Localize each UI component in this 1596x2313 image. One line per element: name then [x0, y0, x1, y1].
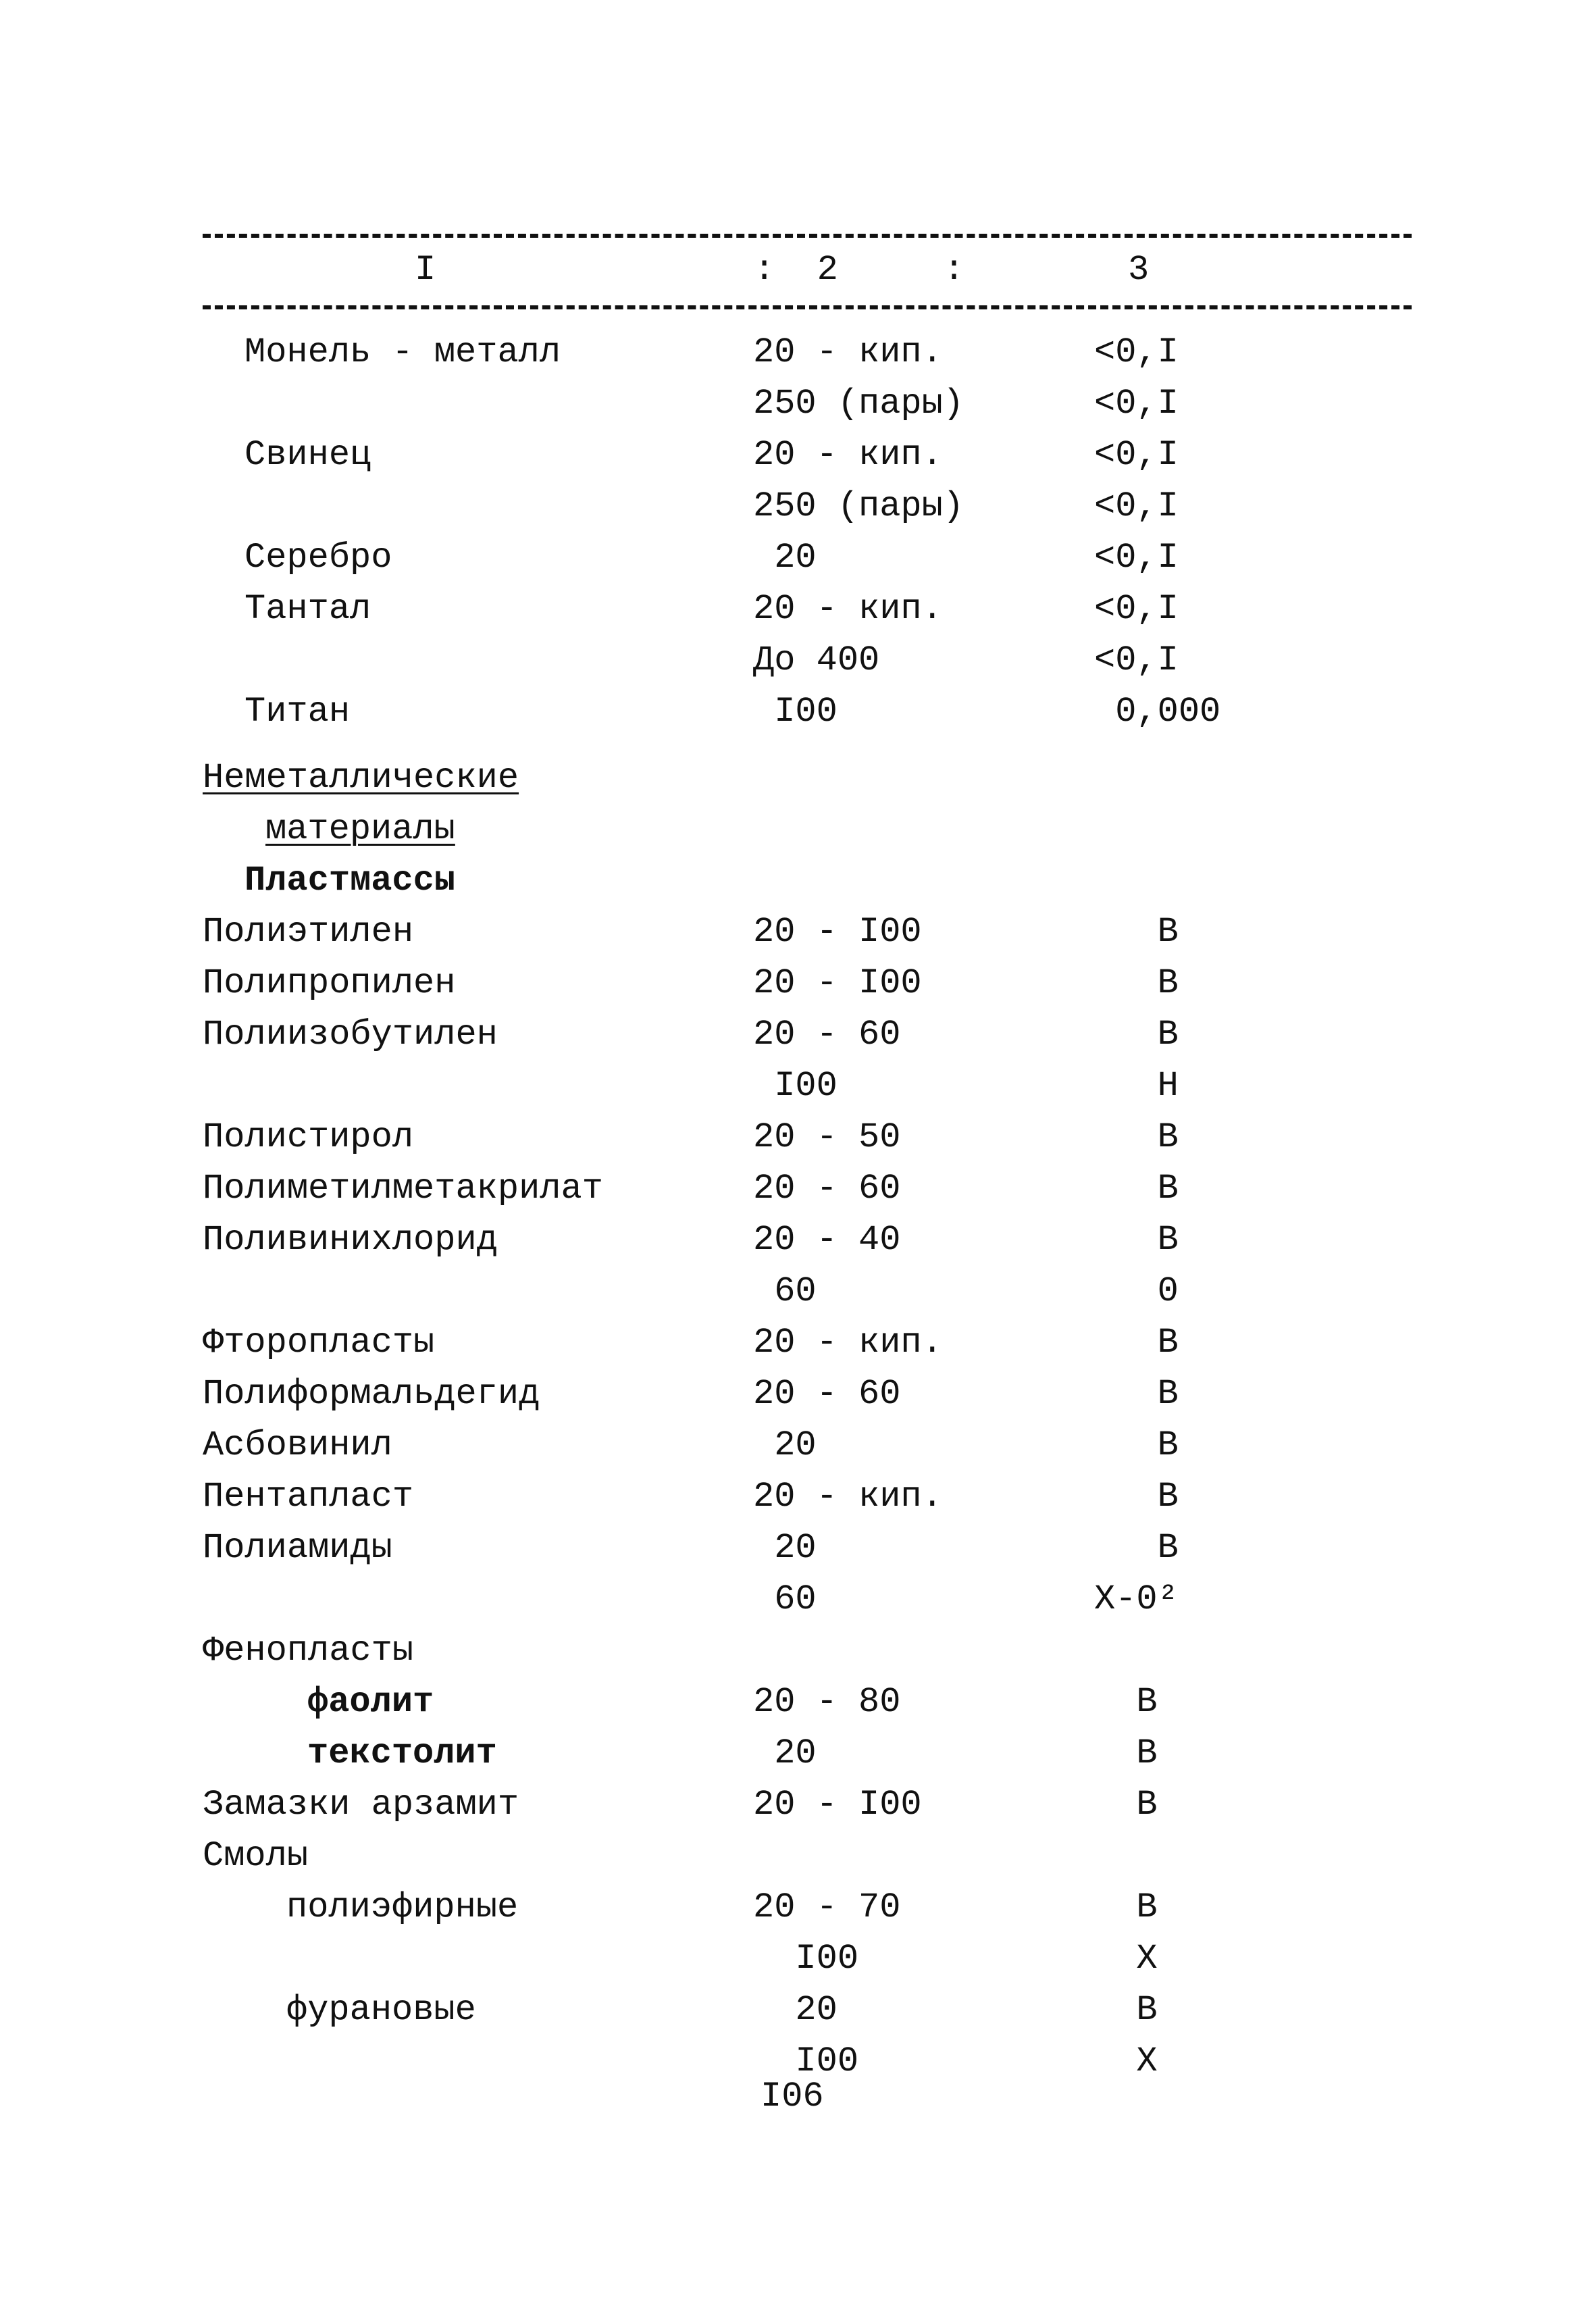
table-row [0, 1985, 1596, 2036]
cell-col-3: B [1094, 963, 1179, 1003]
cell-col-2: 20 - кип. [753, 435, 943, 475]
cell-col-1: Замазки арзамит [203, 1785, 519, 1825]
cell-col-3: B [1094, 1169, 1179, 1209]
cell-col-3: <0,I [1094, 486, 1179, 526]
table-row [0, 1112, 1596, 1163]
cell-col-2: 20 - кип. [753, 1323, 943, 1363]
cell-col-1: фурановые [286, 1990, 476, 2030]
cell-col-3: 0 [1094, 1271, 1179, 1311]
cell-col-2: I00 [753, 692, 838, 732]
cell-col-1: Тантал [244, 589, 371, 629]
cell-col-2: 20 [753, 1990, 838, 2030]
table-row [0, 1009, 1596, 1061]
cell-col-3: B [1094, 1785, 1158, 1825]
cell-col-1: Пентапласт [203, 1477, 414, 1517]
table-row [0, 855, 1596, 907]
table-row [0, 1266, 1596, 1317]
table-row [0, 378, 1596, 430]
table-row [0, 1779, 1596, 1831]
cell-col-2: 20 - кип. [753, 332, 943, 372]
cell-col-2: 20 [753, 538, 817, 578]
table-row [0, 1471, 1596, 1523]
cell-col-3: <0,I [1094, 538, 1179, 578]
cell-col-2: 20 - 60 [753, 1169, 901, 1209]
cell-col-1: материалы [265, 809, 455, 849]
cell-col-2: 20 - I00 [753, 912, 922, 952]
cell-col-2: I00 [753, 2041, 859, 2081]
table-row [0, 327, 1596, 378]
cell-col-1: Фенопласты [203, 1631, 414, 1671]
cell-col-2: 60 [753, 1579, 817, 1619]
cell-col-3: 0,000 [1094, 692, 1221, 732]
cell-col-3: B [1094, 1220, 1179, 1260]
cell-col-3: X [1094, 1939, 1158, 1979]
cell-col-2: 250 (пары) [753, 384, 964, 424]
cell-col-3: <0,I [1094, 435, 1179, 475]
table-row [0, 1317, 1596, 1369]
cell-col-1: Поливинихлорид [203, 1220, 498, 1260]
cell-col-3: B [1094, 1733, 1158, 1773]
cell-col-3: <0,I [1094, 384, 1179, 424]
table-row [0, 1882, 1596, 1933]
cell-col-2: 20 - кип. [753, 1477, 943, 1517]
cell-col-1: Неметаллические [203, 758, 519, 798]
cell-col-1: фаолит [307, 1682, 434, 1722]
cell-col-1: Полиформальдегид [203, 1374, 540, 1414]
cell-col-2: 20 - 60 [753, 1015, 901, 1054]
cell-col-2: 20 [753, 1528, 817, 1568]
table-row [0, 1831, 1596, 1882]
cell-col-3: <0,I [1094, 332, 1179, 372]
cell-col-2: 20 - 70 [753, 1887, 901, 1927]
cell-col-2: 60 [753, 1271, 817, 1311]
cell-col-3: B [1094, 1528, 1179, 1568]
cell-col-2: 20 [753, 1425, 817, 1465]
table-row [0, 1933, 1596, 1985]
cell-col-1: Серебро [244, 538, 392, 578]
cell-col-2: 20 - 60 [753, 1374, 901, 1414]
cell-col-1: Пластмассы [244, 861, 456, 900]
cell-col-1: Асбовинил [203, 1425, 392, 1465]
cell-col-1: Фторопласты [203, 1323, 435, 1363]
cell-col-3: B [1094, 912, 1179, 952]
cell-col-3: <0,I [1094, 640, 1179, 680]
table-row [0, 1369, 1596, 1420]
cell-col-3: B [1094, 1323, 1179, 1363]
cell-col-3: X-0² [1094, 1579, 1179, 1619]
cell-col-1: Смолы [203, 1836, 309, 1876]
cell-col-3: <0,I [1094, 589, 1179, 629]
cell-col-1: Полиамиды [203, 1528, 392, 1568]
column-header-2: : 2 : [754, 250, 965, 290]
table-row [0, 804, 1596, 855]
cell-col-1: Монель - металл [244, 332, 561, 372]
cell-col-2: 20 - 80 [753, 1682, 901, 1722]
table-row [0, 1215, 1596, 1266]
table-row [0, 1625, 1596, 1677]
cell-col-3: H [1094, 1066, 1179, 1106]
table-row [0, 481, 1596, 532]
header-bottom-rule [203, 305, 1412, 309]
cell-col-2: 20 - I00 [753, 963, 922, 1003]
cell-col-1: Полиэтилен [203, 912, 414, 952]
cell-col-1: Свинец [244, 435, 371, 475]
cell-col-3: X [1094, 2041, 1158, 2081]
table-row [0, 1677, 1596, 1728]
table-row [0, 958, 1596, 1009]
table-row [0, 1574, 1596, 1625]
header-top-rule [203, 234, 1412, 238]
table-row [0, 907, 1596, 958]
table-row [0, 1523, 1596, 1574]
table-row [0, 686, 1596, 738]
page-number: I06 [761, 2077, 824, 2116]
cell-col-2: I00 [753, 1066, 838, 1106]
cell-col-1: Полипропилен [203, 963, 456, 1003]
table-row [0, 1420, 1596, 1471]
cell-col-1: Полиметилметакрилат [203, 1169, 603, 1209]
column-header-1: I [415, 250, 436, 290]
cell-col-2: 20 - кип. [753, 589, 943, 629]
cell-col-3: B [1094, 1117, 1179, 1157]
table-row [0, 753, 1596, 804]
table-row [0, 1163, 1596, 1215]
table-row [0, 1728, 1596, 1779]
cell-col-2: 20 - 40 [753, 1220, 901, 1260]
cell-col-1: Титан [244, 692, 351, 732]
cell-col-3: B [1094, 1015, 1179, 1054]
table-row [0, 584, 1596, 635]
table-row [0, 635, 1596, 686]
table-row [0, 532, 1596, 584]
cell-col-2: 20 - 50 [753, 1117, 901, 1157]
cell-col-1: текстолит [307, 1733, 497, 1773]
cell-col-3: B [1094, 1425, 1179, 1465]
cell-col-3: B [1094, 1887, 1158, 1927]
cell-col-3: B [1094, 1374, 1179, 1414]
cell-col-2: До 400 [753, 640, 880, 680]
cell-col-2: 20 - I00 [753, 1785, 922, 1825]
cell-col-3: B [1094, 1477, 1179, 1517]
cell-col-1: Полистирол [203, 1117, 414, 1157]
cell-col-3: B [1094, 1990, 1158, 2030]
column-header-3: 3 [1128, 250, 1150, 290]
table-row [0, 430, 1596, 481]
table-row [0, 1061, 1596, 1112]
cell-col-2: I00 [753, 1939, 859, 1979]
cell-col-3: B [1094, 1682, 1158, 1722]
cell-col-2: 20 [753, 1733, 817, 1773]
cell-col-1: Полиизобутилен [203, 1015, 498, 1054]
cell-col-2: 250 (пары) [753, 486, 964, 526]
cell-col-1: полиэфирные [286, 1887, 519, 1927]
